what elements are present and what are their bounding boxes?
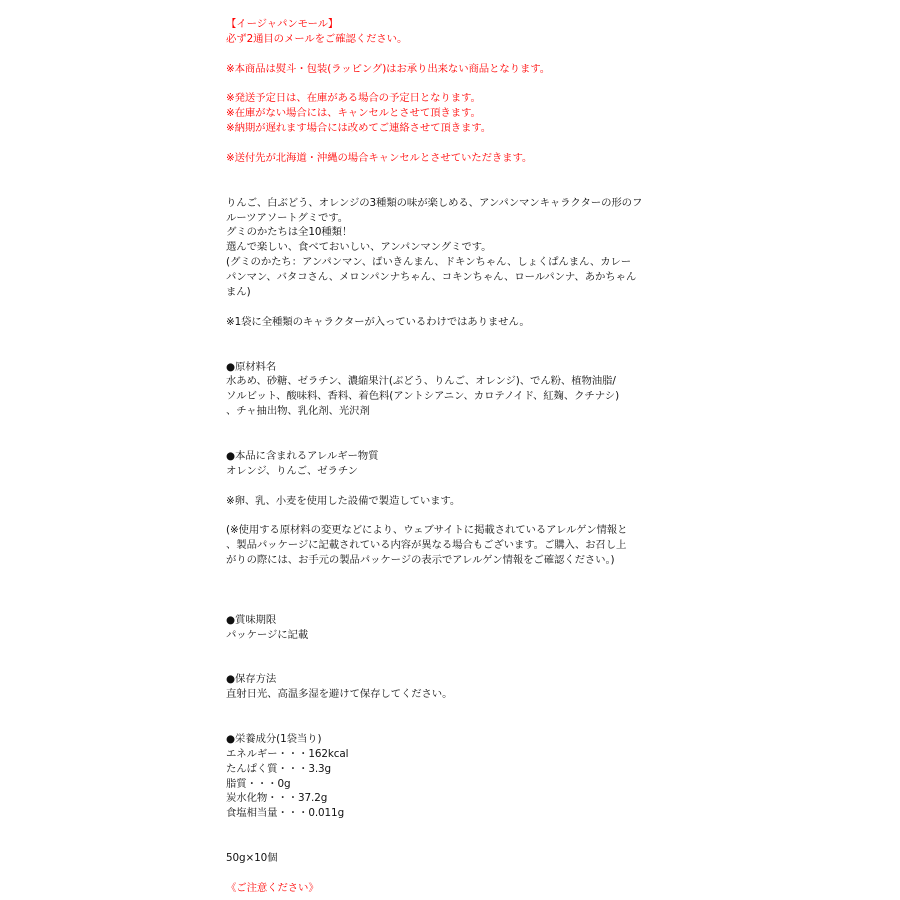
nutrition-line: 脂質・・・0g (226, 777, 291, 790)
nutrition-section (226, 732, 646, 821)
nutrition-line: たんぱく質・・・3.3g (226, 762, 332, 775)
expiry-section (226, 613, 646, 643)
shipping-notice-2: ※在庫がない場合には、キャンセルとさせて頂きます。 (226, 107, 481, 120)
storage-heading: ●保存方法 (226, 673, 277, 686)
description-line: パンマン、バタコさん、メロンパンナちゃん、コキンちゃん、ロールパンナ、あかちゃん (226, 271, 637, 284)
ingredients-section (226, 360, 646, 420)
caution-heading: 《ご注意ください》 (226, 881, 319, 894)
storage-value: 直射日光、高温多湿を避けて保存してください。 (226, 688, 453, 701)
shop-name: 【イージャパンモール】 (226, 18, 339, 30)
description-line: (グミのかたち：アンパンマン、ばいきんまん、ドキンちゃん、しょくぱんまん、カレー (226, 256, 632, 269)
allergen-disclaimer-line: (※使用する原材料の変更などにより、ウェブサイトに掲載されているアレルゲン情報と (226, 524, 628, 537)
ingredients-heading: ●原材料名 (226, 360, 277, 373)
shipping-notice-3: ※納期が遅れます場合には改めてご連絡させて頂きます。 (226, 122, 492, 135)
allergens-heading: ●本品に含まれるアレルギー物質 (226, 449, 379, 462)
expiry-heading: ●賞味期限 (226, 613, 277, 626)
expiry-value: パッケージに記載 (226, 628, 309, 641)
allergen-disclaimer-line: がりの際には、お手元の製品パッケージの表示でアレルゲン情報をご確認ください。) (226, 554, 615, 567)
description-line: ルーツアソートグミです。 (226, 211, 349, 224)
facility-note: ※卵、乳、小麦を使用した設備で製造しています。 (226, 494, 461, 507)
allergen-disclaimer-line: 、製品パッケージに記載されている内容が異なる場合もございます。ご購入、お召し上 (226, 539, 627, 552)
email-notice: 必ず2通目のメールをご確認ください。 (226, 32, 408, 45)
nutrition-line: エネルギー・・・162kcal (226, 747, 349, 760)
ingredients-line: ソルビット、酸味料、香料、着色料(アントシアニン、カロテノイド、紅麹、クチナシ) (226, 390, 620, 403)
shipping-notice-1: ※発送予定日は、在庫がある場合の予定日となります。 (226, 92, 481, 105)
nutrition-heading: ●栄養成分(1袋当り) (226, 732, 322, 745)
wrapping-notice: ※本商品は熨斗・包装(ラッピング)はお承り出来ない商品となります。 (226, 62, 550, 75)
nutrition-line: 炭水化物・・・37.2g (226, 792, 328, 805)
character-note: ※1袋に全種類のキャラクターが入っているわけではありません。 (226, 315, 530, 328)
allergens-value: オレンジ、りんご、ゼラチン (226, 464, 358, 477)
product-text-column (226, 17, 646, 896)
region-notice: ※送付先が北海道・沖縄の場合キャンセルとさせていただきます。 (226, 152, 533, 165)
storage-section (226, 672, 646, 702)
product-description (226, 196, 646, 300)
ingredients-line: 、チャ抽出物、乳化剤、光沢剤 (226, 405, 370, 418)
description-line: りんご、白ぶどう、オレンジの3種類の味が楽しめる、アンパンマンキャラクターの形のフ (226, 196, 643, 209)
description-line: グミのかたちは全10種類！ (226, 226, 353, 239)
description-line: まん) (226, 286, 251, 299)
package-size: 50g×10個 (226, 851, 278, 864)
description-line: 選んで楽しい、食べておいしい、アンパンマングミです。 (226, 241, 492, 254)
allergens-section (226, 449, 646, 568)
ingredients-line: 水あめ、砂糖、ゼラチン、濃縮果汁(ぶどう、りんご、オレンジ)、でん粉、植物油脂/ (226, 375, 616, 388)
nutrition-line: 食塩相当量・・・0.011g (226, 807, 345, 820)
